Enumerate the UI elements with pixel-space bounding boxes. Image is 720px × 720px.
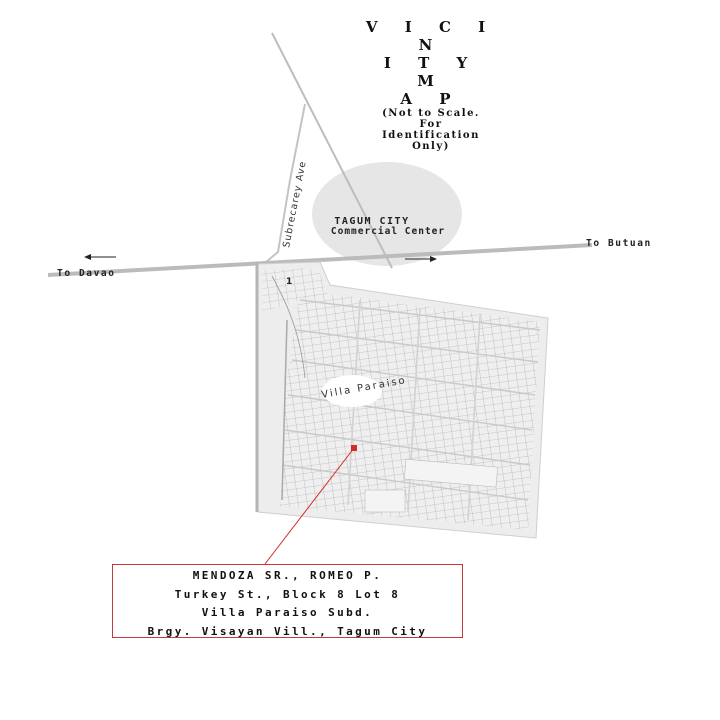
subdivision-plan — [258, 262, 548, 538]
title-note-3: Identification — [382, 130, 480, 141]
title-note-2: For — [419, 119, 443, 130]
map-title — [362, 18, 500, 152]
owner-info-box — [112, 564, 463, 638]
owner-barangay: Brgy. Visayan Vill., Tagum City — [147, 624, 428, 638]
arrow-left-icon — [84, 254, 116, 260]
subdivision-label: Villa Paraiso — [320, 375, 408, 401]
title-note-4: Only) — [412, 141, 450, 152]
title-line-1: V I C I N — [365, 18, 497, 54]
commercial-center-label-2: Commercial Center — [330, 226, 446, 237]
owner-address: Turkey St., Block 8 Lot 8 — [174, 587, 401, 601]
owner-subdivision: Villa Paraiso Subd. — [201, 606, 374, 619]
to-davao-label: To Davao — [57, 268, 116, 279]
title-note-1: (Not to Scale. — [382, 108, 480, 119]
lot-marker-label: 1 — [286, 277, 293, 287]
title-line-3: A P — [400, 90, 462, 108]
commercial-center-label-1: TAGUM CITY — [334, 216, 410, 227]
location-marker-icon — [351, 445, 357, 451]
owner-name: MENDOZA SR., ROMEO P. — [192, 569, 383, 582]
to-butuan-label: To Butuan — [586, 238, 652, 249]
commercial-center-area — [312, 162, 462, 266]
avenue-label: Subrecarey Ave — [281, 159, 309, 249]
title-line-2: I T Y M — [383, 54, 479, 90]
